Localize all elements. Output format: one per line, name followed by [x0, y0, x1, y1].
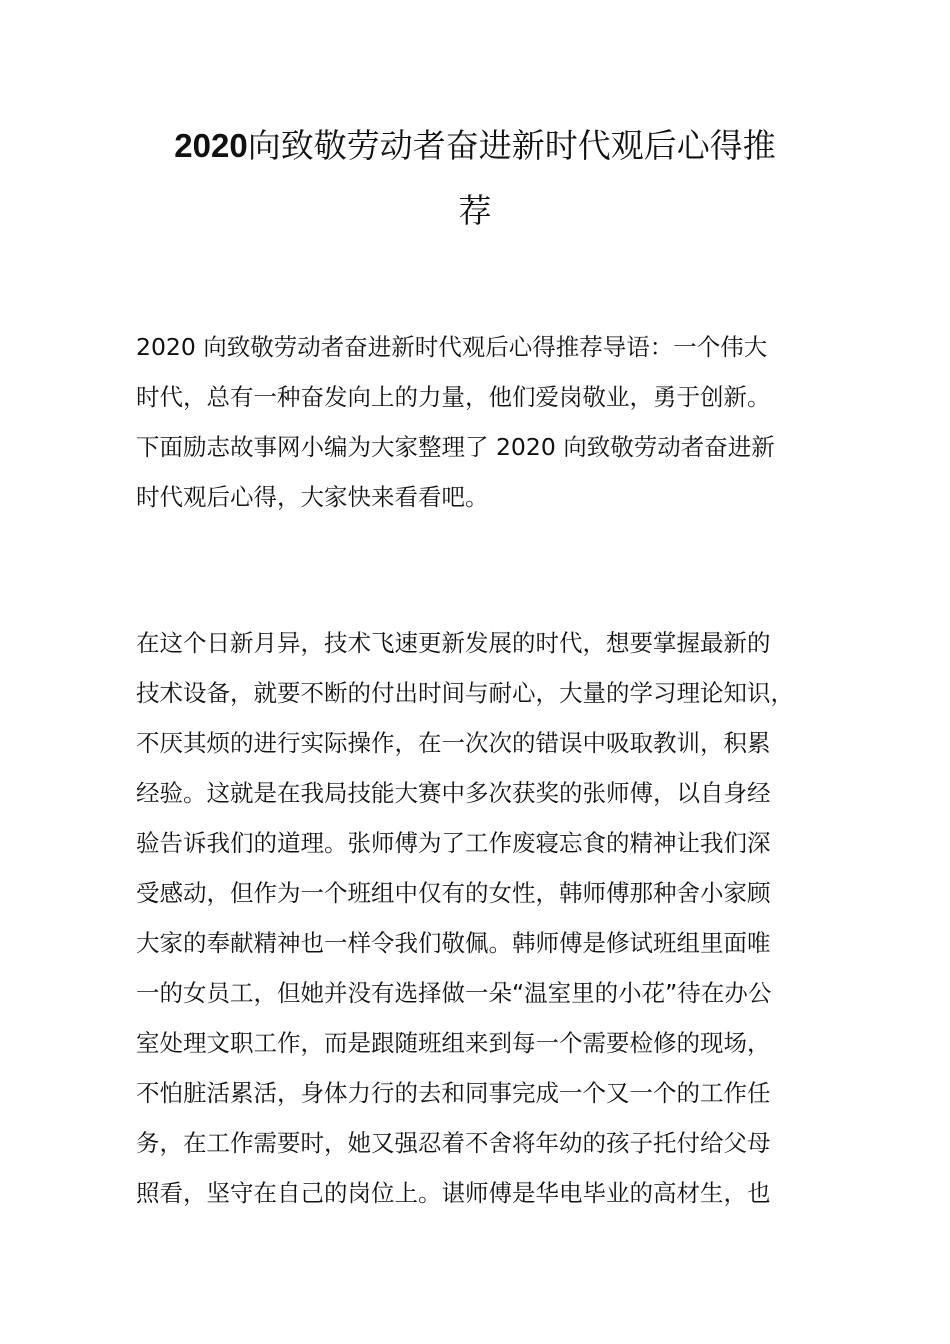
intro-line: 2020 向致敬劳动者奋进新时代观后心得推荐导语：一个伟大 [136, 333, 768, 361]
body-line: 不怕脏活累活，身体力行的去和同事完成一个又一个的工作任 [136, 1079, 771, 1107]
body-line: 一的女员工，但她并没有选择做一朵“温室里的小花”待在办公 [136, 979, 772, 1007]
body-line: 室处理文职工作，而是跟随班组来到每一个需要检修的现场， [136, 1029, 771, 1057]
body-line: 务，在工作需要时，她又强忍着不舍将年幼的孩子托付给父母 [136, 1129, 771, 1157]
body-line: 受感动，但作为一个班组中仅有的女性，韩师傅那种舍小家顾 [136, 879, 771, 907]
body-line: 经验。这就是在我局技能大赛中多次获奖的张师傅，以自身经 [136, 779, 771, 807]
document-title-line-2 [120, 191, 830, 230]
body-line: 验告诉我们的道理。张师傅为了工作废寝忘食的精神让我们深 [136, 829, 771, 857]
body-line: 大家的奉献精神也一样令我们敬佩。韩师傅是修试班组里面唯 [136, 929, 771, 957]
intro-line: 时代，总有一种奋发向上的力量，他们爱岗敬业，勇于创新。 [136, 383, 771, 411]
body-line: 照看，坚守在自己的岗位上。谌师傅是华电毕业的高材生，也 [136, 1179, 771, 1207]
intro-line: 下面励志故事网小编为大家整理了 2020 向致敬劳动者奋进新 [136, 433, 775, 461]
title-year: 2020 [174, 127, 248, 164]
title-text: 向致敬劳动者奋进新时代观后心得推 [247, 126, 776, 165]
body-line: 在这个日新月异，技术飞速更新发展的时代，想要掌握最新的 [136, 629, 771, 657]
intro-line: 时代观后心得，大家快来看看吧。 [136, 483, 489, 511]
title-text-continued: 荐 [458, 191, 492, 230]
document-title-line-1 [120, 126, 830, 165]
body-line: 技术设备，就要不断的付出时间与耐心，大量的学习理论知识， [136, 679, 794, 707]
body-line: 不厌其烦的进行实际操作，在一次次的错误中吸取教训，积累 [136, 729, 771, 757]
